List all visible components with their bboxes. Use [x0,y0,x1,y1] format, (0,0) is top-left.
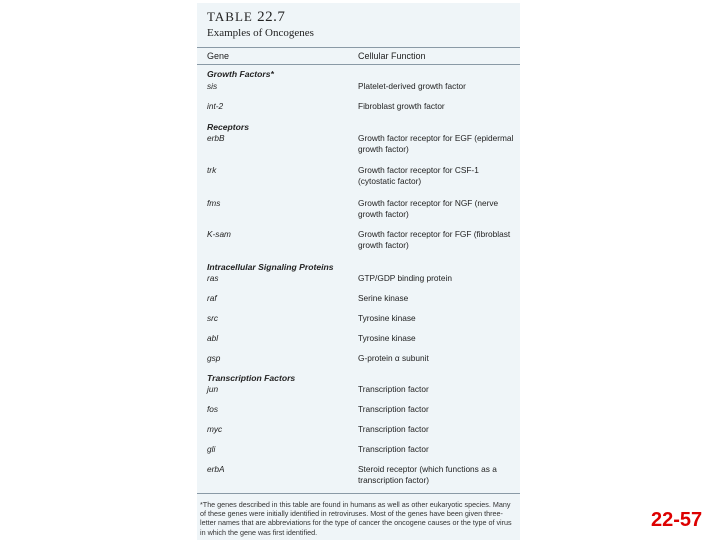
gene-function: Growth factor receptor for EGF (epidermal growth factor) [358,133,514,154]
gene-function: Growth factor receptor for CSF-1 (cytostatic factor) [358,165,479,186]
gene-name: raf [207,293,217,303]
category-label: Receptors [207,122,250,132]
gene-name: erbA [207,464,225,474]
gene-function: Steroid receptor (which functions as a transcription factor) [358,464,497,485]
gene-name: ras [207,273,219,283]
gene-function: Serine kinase [358,293,409,303]
category-label: Transcription Factors [207,373,296,383]
table-footnote: *The genes described in this table are found in humans as well as other eukaryotic species. Many of these genes were initially identified in retroviruses. Most of the genes have been given three-letter names that are abbreviations for the type of cancer the oncogene causes or the type of virus in which the gene was first identified. [200,500,512,537]
gene-function: Tyrosine kinase [358,333,416,343]
header-bottom-rule [197,64,520,65]
column-header-function: Cellular Function [358,51,426,61]
table-label [207,9,285,26]
gene-function: Tyrosine kinase [358,313,416,323]
gene-name: gli [207,444,216,454]
gene-name: K-sam [207,229,231,239]
header-top-rule [197,47,520,48]
gene-function: Transcription factor [358,404,429,414]
column-header-gene: Gene [207,51,230,61]
table-subtitle: Examples of Oncogenes [207,27,314,39]
table-panel [197,3,520,540]
gene-function: G-protein α subunit [358,353,429,363]
page-number: 22-57 [651,509,703,531]
category-label: Intracellular Signaling Proteins [207,262,334,272]
gene-name: int-2 [207,101,224,111]
gene-function: Transcription factor [358,384,429,394]
gene-name: myc [207,424,223,434]
gene-function: Platelet-derived growth factor [358,81,466,91]
gene-name: fms [207,198,221,208]
gene-function: Growth factor receptor for NGF (nerve growth factor) [358,198,499,219]
gene-function: Transcription factor [358,424,429,434]
gene-function: Fibroblast growth factor [358,101,445,111]
gene-name: erbB [207,133,225,143]
gene-function: Transcription factor [358,444,429,454]
gene-name: abl [207,333,219,343]
gene-name: fos [207,404,219,414]
gene-name: sis [207,81,218,91]
category-label: Growth Factors* [207,69,274,79]
table-number: 22.7 [257,9,286,25]
gene-name: src [207,313,219,323]
gene-function: GTP/GDP binding protein [358,273,452,283]
gene-function: Growth factor receptor for FGF (fibroblast growth factor) [358,229,511,250]
gene-name: trk [207,165,217,175]
gene-name: jun [207,384,219,394]
table-label-word: TABLE [207,9,253,24]
footnote-rule [197,493,520,494]
gene-name: gsp [207,353,221,363]
